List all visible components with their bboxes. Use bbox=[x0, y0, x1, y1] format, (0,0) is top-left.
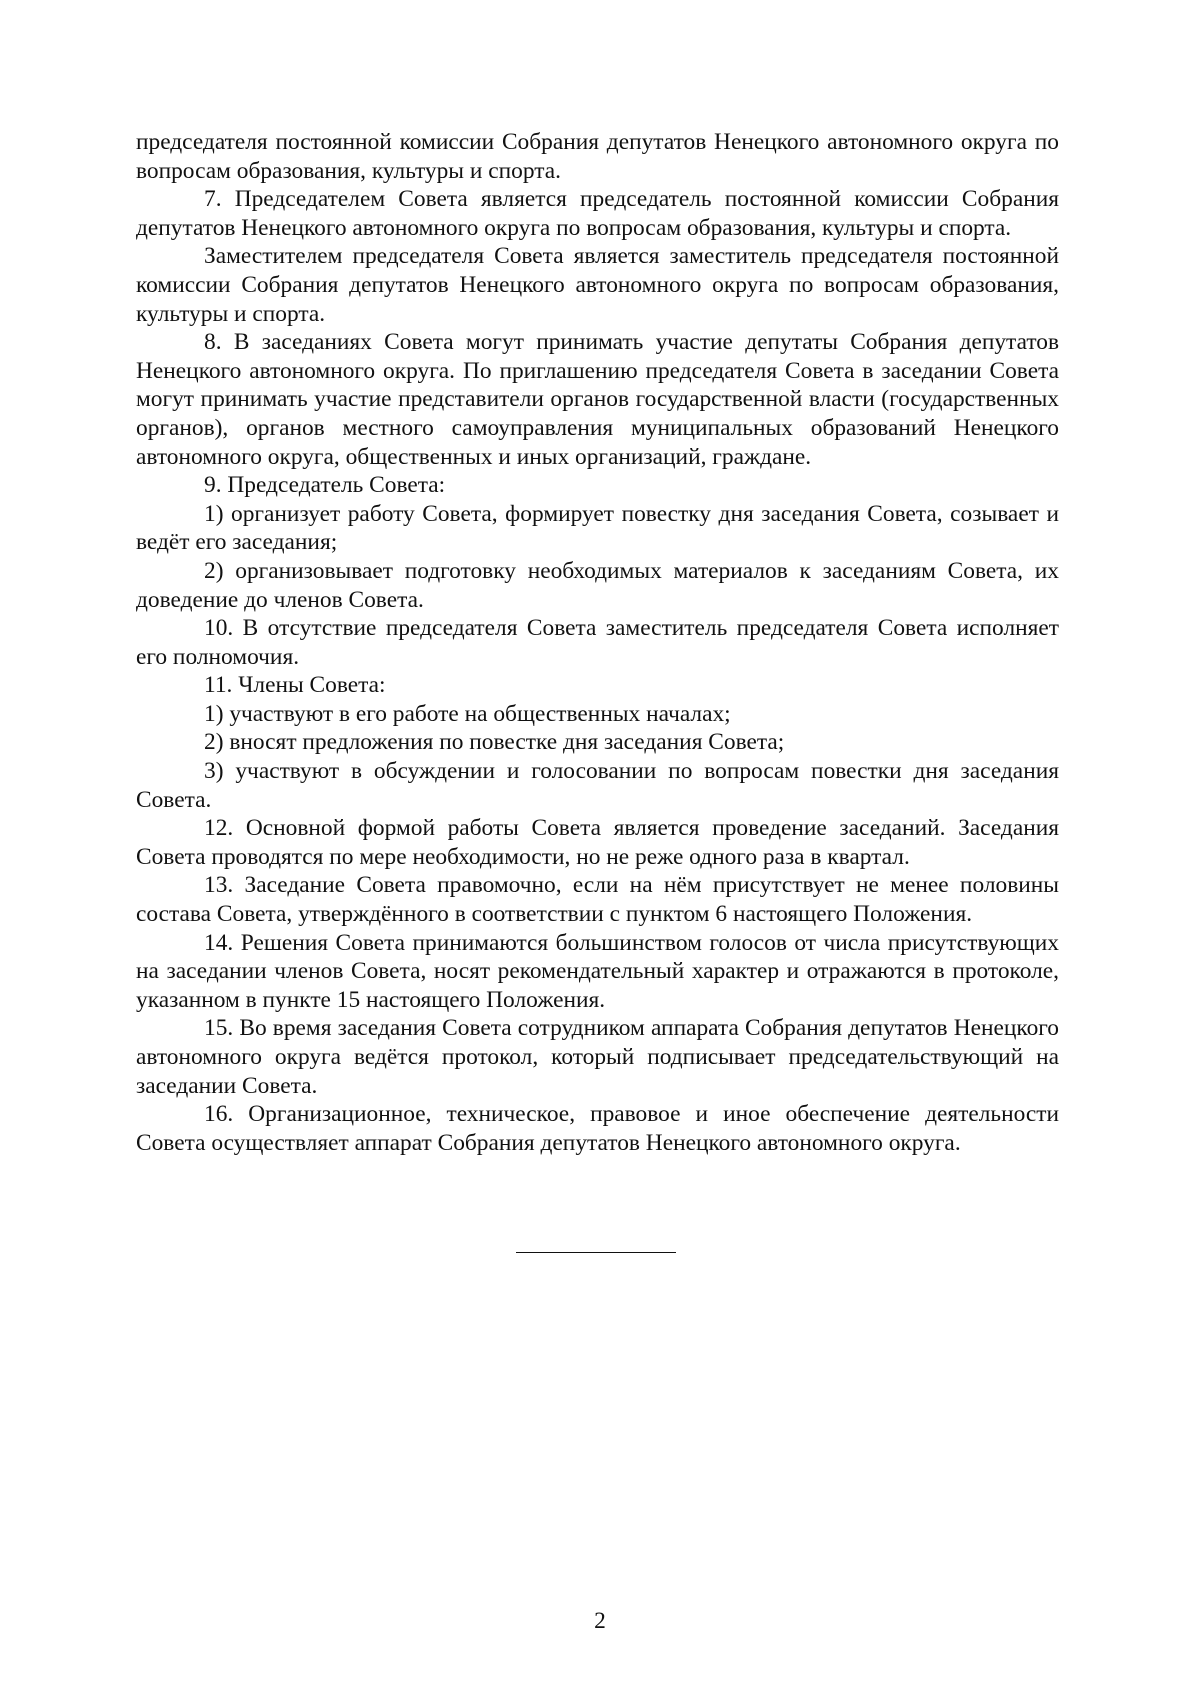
paragraph-12-meetings: 12. Основной формой работы Совета является проведение заседаний. Заседания Совета проводятся по мере необходимости, но не реже одного раза в квартал. bbox=[136, 815, 1059, 870]
paragraph-7-chairman: 7. Председателем Совета является председатель постоянной комиссии Собрания депутатов Ненецкого автономного округа по вопросам образования, культуры и спорта. bbox=[136, 186, 1059, 241]
paragraph-13-quorum: 13. Заседание Совета правомочно, если на нём присутствует не менее половины состава Совета, утверждённого в соответствии с пунктом 6 настоящего Положения. bbox=[136, 872, 1059, 928]
paragraph-10-absence: 10. В отсутствие председателя Совета заместитель председателя Совета исполняет его полномочия. bbox=[136, 615, 1059, 670]
paragraph-9-item-1: 1) организует работу Совета, формирует повестку дня заседания Совета, созывает и ведёт его заседания; bbox=[136, 500, 1059, 556]
paragraph-11-item-2: 2) вносят предложения по повестке дня заседания Совета; bbox=[204, 729, 785, 756]
paragraph-14-decisions: 14. Решения Совета принимаются большинством голосов от числа присутствующих на заседании членов Совета, носят рекомендательный характер и отражаются в протоколе, указанном в пункте 15 настоящего Положения. bbox=[136, 929, 1059, 1013]
document-body bbox=[136, 128, 1059, 1157]
paragraph-8-participants: 8. В заседаниях Совета могут принимать участие депутаты Собрания депутатов Ненецкого автономного округа. По приглашению председателя Совета в заседании Совета могут принимать участие представители органов государственной власти (государственных органов), органов местного самоуправления муниципальных образований Ненецкого автономного округа, общественных и иных организаций, граждане. bbox=[136, 329, 1059, 470]
paragraph-7-deputy-chairman: Заместителем председателя Совета является заместитель председателя постоянной комиссии Собрания депутатов Ненецкого автономного округа по вопросам образования, культуры и спорта. bbox=[136, 243, 1059, 327]
end-separator-line bbox=[516, 1252, 676, 1253]
paragraph-9-item-2: 2) организовывает подготовку необходимых материалов к заседаниям Совета, их доведение до членов Совета. bbox=[136, 557, 1059, 613]
paragraph-9-chairman-duties: 9. Председатель Совета: bbox=[204, 472, 446, 499]
paragraph-15-protocol: 15. Во время заседания Совета сотрудником аппарата Собрания депутатов Ненецкого автономного округа ведётся протокол, который подписывает председательствующий на заседании Совета. bbox=[136, 1015, 1059, 1099]
paragraph-continuation: председателя постоянной комиссии Собрания депутатов Ненецкого автономного округа по вопросам образования, культуры и спорта. bbox=[136, 129, 1059, 184]
paragraph-11-item-1: 1) участвуют в его работе на общественных началах; bbox=[204, 700, 731, 727]
paragraph-11-item-3: 3) участвуют в обсуждении и голосовании по вопросам повестки дня заседания Совета. bbox=[136, 758, 1059, 813]
paragraph-16-support: 16. Организационное, техническое, правовое и иное обеспечение деятельности Совета осуществляет аппарат Собрания депутатов Ненецкого автономного округа. bbox=[136, 1101, 1059, 1156]
page-number: 2 bbox=[594, 1608, 606, 1634]
paragraph-11-members: 11. Члены Совета: bbox=[204, 672, 386, 699]
